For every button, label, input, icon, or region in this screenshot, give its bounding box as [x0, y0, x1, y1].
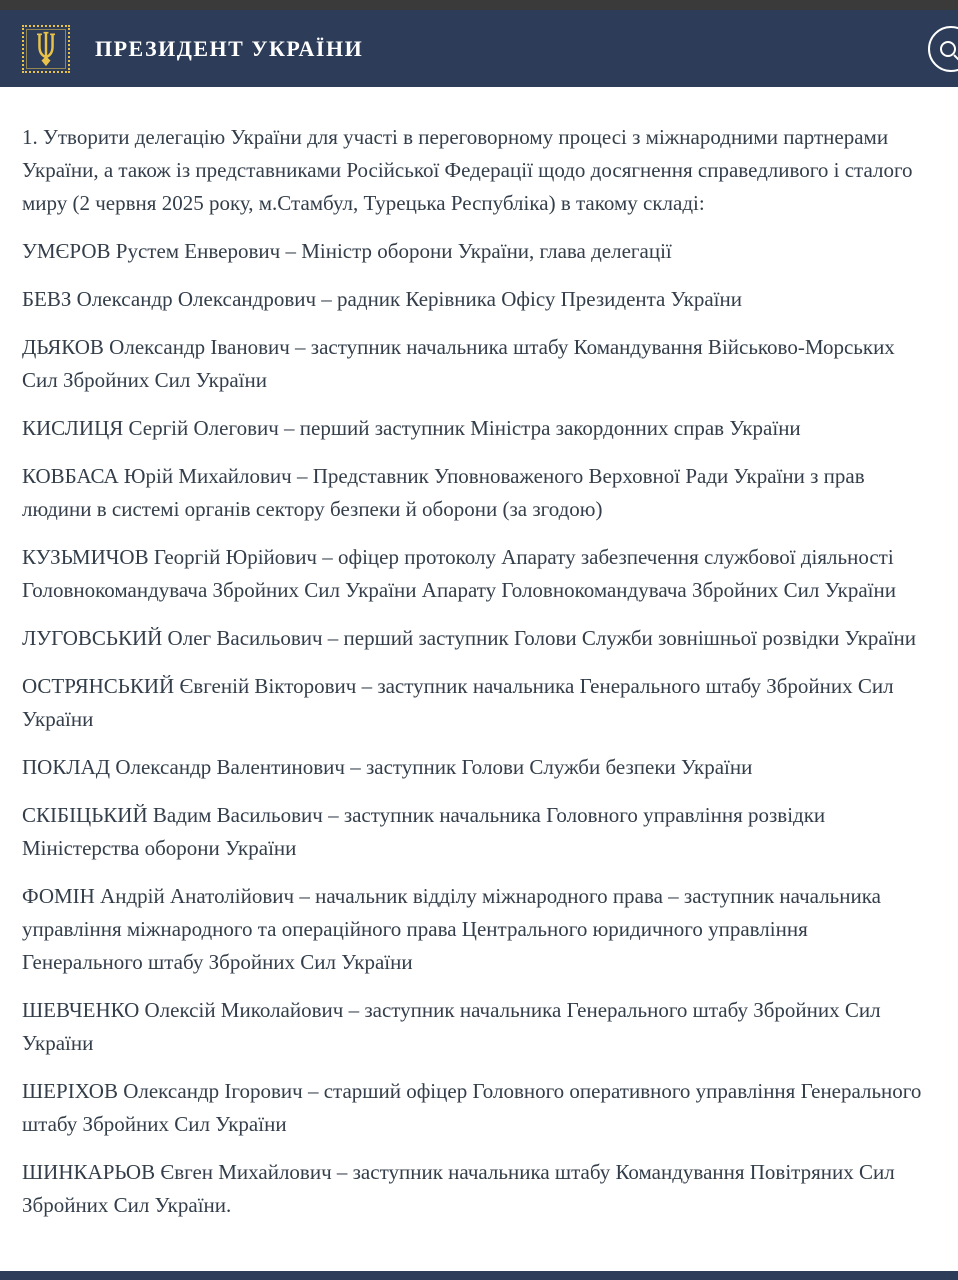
footer-top-edge [0, 1271, 958, 1280]
delegate-entry: ШЕРІХОВ Олександр Ігорович – старший офіцер Головного оперативного управління Генерального штабу Збройних Сил України [22, 1079, 922, 1136]
delegate-entry: КУЗЬМИЧОВ Георгій Юрійович – офіцер протоколу Апарату забезпечення службової діяльності Головнокомандувача Збройних Сил України Апарату Головнокомандувача Збройних Сил України [22, 545, 896, 602]
browser-top-strip [0, 0, 958, 10]
site-header [0, 10, 958, 87]
delegate-entry: КИСЛИЦЯ Сергій Олегович – перший заступник Міністра закордонних справ України [22, 416, 801, 440]
delegate-entry: ЛУГОВСЬКИЙ Олег Васильович – перший заступник Голови Служби зовнішньої розвідки України [22, 626, 917, 650]
delegate-entry: БЕВЗ Олександр Олександрович – радник Керівника Офісу Президента України [22, 287, 742, 311]
delegate-entry: КОВБАСА Юрій Михайлович – Представник Уповноваженого Верховної Ради України з прав людини в системі органів сектору безпеки й оборони (за згодою) [22, 464, 865, 521]
search-button[interactable] [928, 26, 958, 72]
delegate-entry: СКІБІЦЬКИЙ Вадим Васильович – заступник начальника Головного управління розвідки Міністерства оборони України [22, 803, 826, 860]
delegates-list [22, 235, 930, 1222]
delegate-entry: ДЬЯКОВ Олександр Іванович – заступник начальника штабу Командування Військово-Морських Сил Збройних Сил України [22, 335, 895, 392]
delegate-entry: УМЄРОВ Рустем Енверович – Міністр оборони України, глава делегації [22, 239, 672, 263]
home-logo-link[interactable] [22, 25, 70, 73]
ukraine-trident-emblem-icon [32, 31, 60, 67]
decree-document [0, 87, 958, 1222]
delegate-entry: ФОМІН Андрій Анатолійович – начальник відділу міжнародного права – заступник начальника управління міжнародного та операційного права Центрального юридичного управління Генерального штабу Збройних Сил України [22, 884, 881, 974]
delegate-entry: ШЕВЧЕНКО Олексій Миколайович – заступник начальника Генерального штабу Збройних Сил України [22, 998, 881, 1055]
delegate-entry: ПОКЛАД Олександр Валентинович – заступник Голови Служби безпеки України [22, 755, 753, 779]
delegate-entry: ОСТРЯНСЬКИЙ Євгеній Вікторович – заступник начальника Генерального штабу Збройних Сил України [22, 674, 894, 731]
site-title[interactable]: ПРЕЗИДЕНТ УКРАЇНИ [95, 35, 364, 61]
decree-intro-paragraph: 1. Утворити делегацію України для участі в переговорному процесі з міжнародними партнерами України, а також із представниками Російської Федерації щодо досягнення справедливого і сталого миру (2 червня 2025 року, м.Стамбул, Турецька Республіка) в такому складі: [22, 125, 913, 215]
delegate-entry: ШИНКАРЬОВ Євген Михайлович – заступник начальника штабу Командування Повітряних Сил Збройних Сил України. [22, 1160, 895, 1217]
search-icon [940, 41, 956, 57]
